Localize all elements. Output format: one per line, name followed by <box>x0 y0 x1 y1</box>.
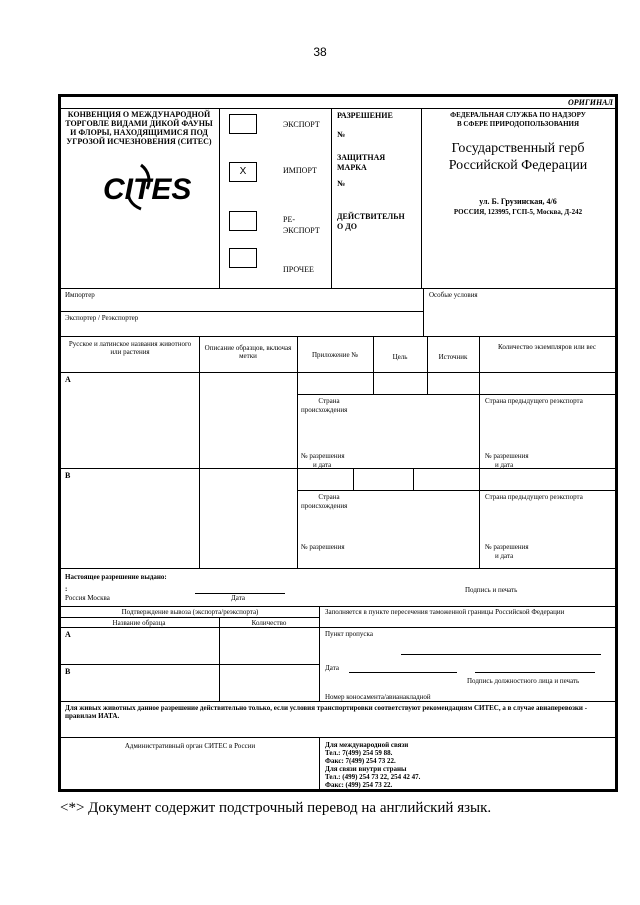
import-label: ИМПОРТ <box>283 166 317 175</box>
importer-label: Импортер <box>65 291 95 299</box>
confirm-row-b: B <box>65 667 71 676</box>
export-checkbox[interactable] <box>229 114 257 134</box>
issued-place: Россия Москва <box>65 594 110 602</box>
authority-line-2: В СФЕРЕ ПРИРОДОПОЛЬЗОВАНИЯ <box>456 120 580 128</box>
domestic-contact-title: Для связи внутри страны <box>325 765 407 773</box>
live-animals-note: Для живых животных данное разрешение действительно только, если условия транспортировки соответствуют рекомендациям СИТЕС, а в случае авиаперевозки - правилам ИАТА. <box>65 704 588 720</box>
permission-number: № <box>337 130 346 139</box>
customs-title: Заполняется в пункте пересечения таможенной границы Российской Федерации <box>325 608 565 616</box>
issued-label: Настоящее разрешение выдано: <box>65 573 167 581</box>
authority-address-2: РОССИЯ, 123995, ГСП-5, Москва, Д-242 <box>453 208 583 216</box>
row-b-origin-1: Страна <box>318 493 340 501</box>
customs-date-label: Дата <box>325 664 339 672</box>
original-label: ОРИГИНАЛ <box>568 98 613 107</box>
other-label: ПРОЧЕЕ <box>283 265 314 274</box>
domestic-fax: Факс: (499) 254 73 22. <box>325 781 393 789</box>
reexport-label-2: ЭКСПОРТ <box>283 226 320 235</box>
special-conditions-label: Особые условия <box>429 291 478 299</box>
confirm-quantity: Количество <box>251 619 287 627</box>
col-description: Описание образцов, включая метки <box>204 344 292 360</box>
valid-until-1: ДЕЙСТВИТЕЛЬН <box>337 212 405 221</box>
col-names: Русское и латинское названия животного или растения <box>68 340 192 356</box>
row-a-origin-2: происхождения <box>301 406 348 414</box>
exporter-label: Экспортер / Реэкспортер <box>65 314 139 322</box>
cites-permit-form <box>58 94 618 792</box>
emblem-line-1: Государственный герб <box>451 141 585 156</box>
issued-signature: Подпись и печать <box>465 586 518 594</box>
convention-title: КОНВЕНЦИЯ О МЕЖДУНАРОДНОЙ ТОРГОВЛЕ ВИДАМИ ДИКОЙ ФАУНЫ И ФЛОРЫ, НАХОДЯЩИМИСЯ ПОД УГРОЗОЙ ИСЧЕЗНОВЕНИЯ (СИТЕС) <box>65 110 213 146</box>
valid-until-2: О ДО <box>337 222 357 231</box>
administrative-body: Административный орган СИТЕС в России <box>124 742 256 750</box>
reexport-label-1: РЕ- <box>283 215 295 224</box>
bill-number-label: Номер коносамента/авианакладной <box>325 693 431 701</box>
row-b-re-permit-no: № разрешения <box>485 543 529 551</box>
other-checkbox[interactable] <box>229 248 257 268</box>
footnote: <*> Документ содержит подстрочный перевод на английский язык. <box>60 800 492 816</box>
export-label: ЭКСПОРТ <box>283 120 320 129</box>
authority-address-1: ул. Б. Грузинская, 4/6 <box>479 197 557 206</box>
issued-colon: : <box>65 585 68 593</box>
row-a-prev-reexport: Страна предыдущего реэкспорта <box>485 397 583 405</box>
reexport-checkbox[interactable] <box>229 211 257 231</box>
col-quantity: Количество экземпляров или вес <box>498 343 596 351</box>
import-checkbox[interactable]: X <box>229 162 257 182</box>
row-a-permit-no: № разрешения <box>301 452 345 460</box>
row-b-letter: B <box>65 471 71 480</box>
confirmation-title: Подтверждение вывоза (экспорта/реэкспорта) <box>121 608 259 616</box>
svg-text:CITES: CITES <box>103 173 192 206</box>
security-mark-1: ЗАЩИТНАЯ <box>337 153 386 162</box>
confirm-row-a: A <box>65 630 71 639</box>
row-a-letter: A <box>65 375 71 384</box>
intl-fax: Факс: 7(499) 254 73 22. <box>325 757 396 765</box>
row-a-origin-1: Страна <box>318 397 340 405</box>
authority-line-1: ФЕДЕРАЛЬНАЯ СЛУЖБА ПО НАДЗОРУ <box>450 111 586 119</box>
issued-date: Дата <box>231 594 245 602</box>
security-mark-number: № <box>337 179 346 188</box>
row-a-re-permit-date: и дата <box>495 461 514 469</box>
emblem-line-2: Российской Федерации <box>448 158 588 173</box>
row-b-re-permit-date: и дата <box>495 552 514 560</box>
row-b-origin-2: происхождения <box>301 502 348 510</box>
officer-signature-label: Подпись должностного лица и печать <box>467 677 580 685</box>
cites-logo <box>101 157 192 222</box>
intl-phone: Тел.: 7(499) 254 59 88. <box>325 749 393 757</box>
row-a-re-permit-no: № разрешения <box>485 452 529 460</box>
page-number: 38 <box>313 45 327 59</box>
domestic-phone: Тел.: (499) 254 73 22, 254 42 47. <box>325 773 421 781</box>
col-purpose: Цель <box>392 353 408 361</box>
row-b-permit-no: № разрешения <box>301 543 345 551</box>
row-b-prev-reexport: Страна предыдущего реэкспорта <box>485 493 583 501</box>
col-appendix: Приложение № <box>312 351 358 359</box>
row-a-permit-date: и дата <box>313 461 332 469</box>
intl-contact-title: Для международной связи <box>325 741 409 749</box>
checkpoint-label: Пункт пропуска <box>325 630 373 638</box>
permission-label: РАЗРЕШЕНИЕ <box>337 111 393 120</box>
col-source: Источник <box>438 353 468 361</box>
security-mark-2: МАРКА <box>337 163 367 172</box>
confirm-sample-name: Название образца <box>112 619 166 627</box>
